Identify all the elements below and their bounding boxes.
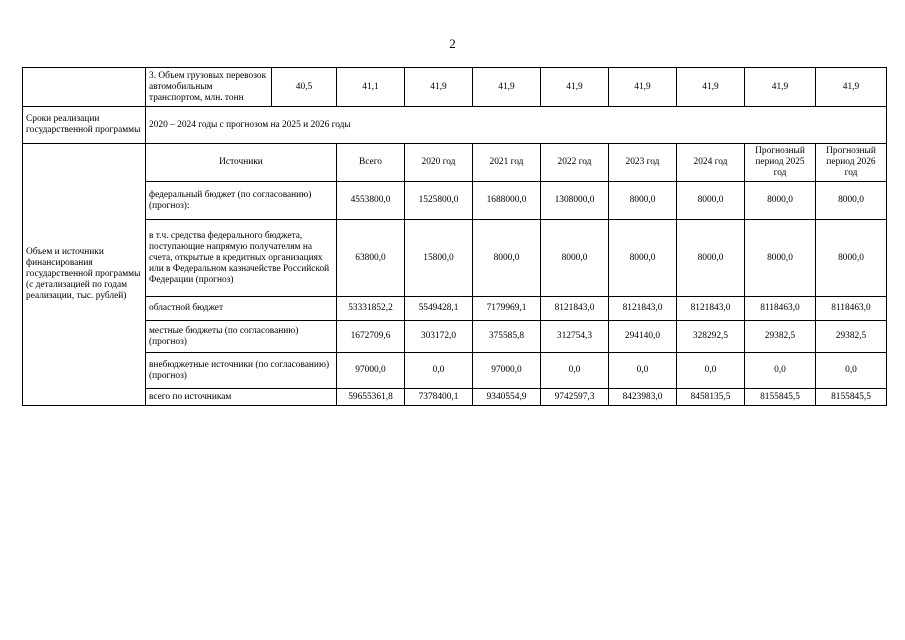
amount-cell: 8000,0 — [816, 182, 887, 220]
column-header: 2022 год — [541, 144, 609, 182]
amount-cell: 0,0 — [609, 353, 677, 389]
amount-cell: 4553800,0 — [337, 182, 405, 220]
sources-header: Источники — [146, 144, 337, 182]
finance-row — [23, 297, 887, 321]
amount-cell: 1672709,6 — [337, 321, 405, 353]
amount-cell: 63800,0 — [337, 220, 405, 297]
column-header: Всего — [337, 144, 405, 182]
amount-cell: 8118463,0 — [745, 297, 816, 321]
amount-cell: 0,0 — [405, 353, 473, 389]
column-header: 2023 год — [609, 144, 677, 182]
funding-source: областной бюджет — [146, 297, 337, 321]
indicator-value-cell: 41,9 — [541, 68, 609, 107]
funding-source: федеральный бюджет (по согласованию) (прогноз): — [146, 182, 337, 220]
indicator-value-cell: 41,9 — [405, 68, 473, 107]
finance-row — [23, 353, 887, 389]
indicator-row-empty-label — [23, 68, 146, 107]
column-header: Прогнозный период 2026 год — [816, 144, 887, 182]
amount-cell: 0,0 — [816, 353, 887, 389]
indicator-value-cell: 41,9 — [816, 68, 887, 107]
amount-cell: 29382,5 — [745, 321, 816, 353]
amount-cell: 8423983,0 — [609, 389, 677, 406]
finance-header-row — [23, 144, 887, 182]
column-header: 2024 год — [677, 144, 745, 182]
finance-row — [23, 220, 887, 297]
column-header: 2020 год — [405, 144, 473, 182]
page-number: 2 — [449, 36, 456, 51]
indicator-row — [23, 68, 887, 107]
amount-cell: 8121843,0 — [609, 297, 677, 321]
funding-source: всего по источникам — [146, 389, 337, 406]
column-header: 2021 год — [473, 144, 541, 182]
program-passport-table — [22, 67, 887, 406]
amount-cell: 8121843,0 — [541, 297, 609, 321]
amount-cell: 5549428,1 — [405, 297, 473, 321]
amount-cell: 7179969,1 — [473, 297, 541, 321]
amount-cell: 9340554,9 — [473, 389, 541, 406]
amount-cell: 97000,0 — [337, 353, 405, 389]
amount-cell: 0,0 — [541, 353, 609, 389]
indicator-value-cell: 40,5 — [272, 68, 337, 107]
indicator-value-cell: 41,9 — [745, 68, 816, 107]
amount-cell: 8000,0 — [745, 220, 816, 297]
amount-cell: 312754,3 — [541, 321, 609, 353]
finance-row — [23, 182, 887, 220]
amount-cell: 8155845,5 — [745, 389, 816, 406]
amount-cell: 8155845,5 — [816, 389, 887, 406]
amount-cell: 8118463,0 — [816, 297, 887, 321]
amount-cell: 1688000,0 — [473, 182, 541, 220]
amount-cell: 0,0 — [745, 353, 816, 389]
timeline-label: Сроки реализации государственной программы — [23, 107, 146, 144]
indicator-value-cell: 41,9 — [677, 68, 745, 107]
finance-label: Объем и источники финансирования государственной программы (с детализацией по годам реализации, тыс. рублей) — [23, 144, 146, 406]
amount-cell: 375585,8 — [473, 321, 541, 353]
amount-cell: 8000,0 — [609, 182, 677, 220]
amount-cell: 1308000,0 — [541, 182, 609, 220]
amount-cell: 8000,0 — [745, 182, 816, 220]
timeline-row — [23, 107, 887, 144]
amount-cell: 8000,0 — [677, 182, 745, 220]
amount-cell: 8000,0 — [473, 220, 541, 297]
amount-cell: 8458135,5 — [677, 389, 745, 406]
amount-cell: 9742597,3 — [541, 389, 609, 406]
finance-row — [23, 321, 887, 353]
amount-cell: 8000,0 — [609, 220, 677, 297]
indicator-value-cell: 41,9 — [473, 68, 541, 107]
indicator-value-cell: 41,9 — [609, 68, 677, 107]
amount-cell: 294140,0 — [609, 321, 677, 353]
amount-cell: 8000,0 — [677, 220, 745, 297]
amount-cell: 15800,0 — [405, 220, 473, 297]
funding-source: в т.ч. средства федерального бюджета, поступающие напрямую получателям на счета, открытые в кредитных организациях или в Федеральном казначействе Российской Федерации (прогноз) — [146, 220, 337, 297]
column-header: Прогнозный период 2025 год — [745, 144, 816, 182]
amount-cell: 97000,0 — [473, 353, 541, 389]
finance-row — [23, 389, 887, 406]
funding-source: местные бюджеты (по согласованию) (прогноз) — [146, 321, 337, 353]
amount-cell: 8121843,0 — [677, 297, 745, 321]
amount-cell: 29382,5 — [816, 321, 887, 353]
amount-cell: 8000,0 — [816, 220, 887, 297]
amount-cell: 1525800,0 — [405, 182, 473, 220]
timeline-text: 2020 – 2024 годы с прогнозом на 2025 и 2026 годы — [146, 107, 887, 144]
amount-cell: 53331852,2 — [337, 297, 405, 321]
amount-cell: 7378400,1 — [405, 389, 473, 406]
indicator-value-cell: 41,1 — [337, 68, 405, 107]
amount-cell: 0,0 — [677, 353, 745, 389]
amount-cell: 8000,0 — [541, 220, 609, 297]
funding-source: внебюджетные источники (по согласованию) (прогноз) — [146, 353, 337, 389]
amount-cell: 328292,5 — [677, 321, 745, 353]
amount-cell: 59655361,8 — [337, 389, 405, 406]
indicator-description: 3. Объем грузовых перевозок автомобильным транспортом, млн. тонн — [146, 68, 272, 107]
amount-cell: 303172,0 — [405, 321, 473, 353]
